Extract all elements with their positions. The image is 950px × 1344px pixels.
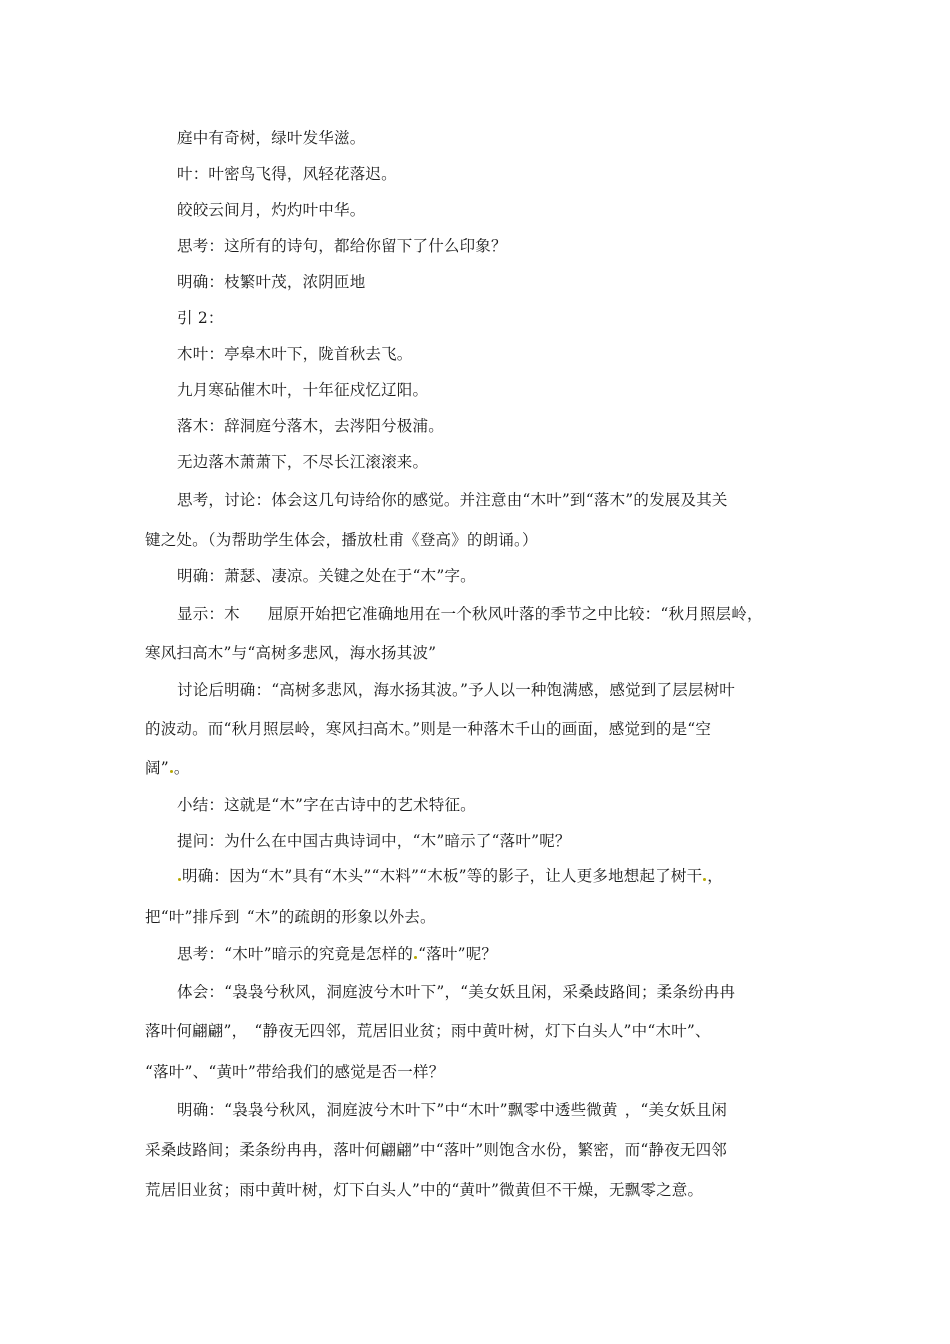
text-line: 提问：为什么在中国古典诗词中，“木”暗示了“落叶”呢？ [177,832,571,850]
mark-dot [414,956,417,959]
text-fragment: ， [707,867,723,885]
text-fragment: “木”的疏朗的形象以外去。 [246,908,436,926]
text-line: 木叶：亭皋木叶下，陇首秋去飞。 [177,345,413,363]
text-line [145,1021,711,1041]
display-label: 显示：木 [177,605,240,623]
text-line: 荒居旧业贫；雨中黄叶树，灯下白头人”中的“黄叶”微黄但不干燥，无飘零之意。 [145,1181,704,1199]
text-line: 引 2： [177,309,224,327]
text-line: 思考，讨论：体会这几句诗给你的感觉。并注意由“木叶”到“落木”的发展及其关 [177,491,728,509]
text-line: 思考：这所有的诗句，都给你留下了什么印象？ [177,237,507,255]
text-line: 无边落木萧萧下，不尽长江滚滚来。 [177,453,429,471]
text-fragment: 把“叶”排斥到 [145,908,240,926]
text-fragment: 阔” [145,759,169,777]
text-fragment: 明确：“袅袅兮秋风，洞庭波兮木叶下”中“木叶”飘零中透些微黄 [177,1101,618,1119]
text-line [145,758,190,778]
text-line: 体会：“袅袅兮秋风，洞庭波兮木叶下”，“美女妖且闲，采桑歧路间；柔条纷冉冉 [177,983,736,1001]
text-line [145,907,436,927]
text-line [177,604,763,624]
text-line: 讨论后明确：“高树多悲风，海水扬其波。”予人以一种饱满感，感觉到了层层树叶 [177,681,736,699]
text-line: “落叶”、“黄叶”带给我们的感觉是否一样？ [145,1063,445,1081]
mark-dot [178,878,181,881]
text-line [177,1100,727,1120]
text-fragment: 明确：因为“木”具有“木头”“木料”“木板”等的影子，让人更多地想起了树干 [182,867,703,885]
text-line: 寒风扫高木”与“高树多悲风，海水扬其波” [145,644,437,662]
text-line [177,866,723,886]
mark-dot [170,770,173,773]
text-line: 明确：萧瑟、凄凉。关键之处在于“木”字。 [177,567,476,585]
text-line: 庭中有奇树，绿叶发华滋。 [177,129,366,147]
text-line: 的波动。而“秋月照层岭，寒风扫高木。”则是一种落木千山的画面，感觉到的是“空 [145,720,712,738]
text-line: 小结：这就是“木”字在古诗中的艺术特征。 [177,796,476,814]
text-line [177,944,497,964]
text-fragment: 落叶何翩翩”， [145,1022,248,1040]
display-text: 屈原开始把它准确地用在一个秋风叶落的季节之中比较：“秋月照层岭， [267,605,763,623]
text-line: 键之处。（为帮助学生体会，播放杜甫《登高》的朗诵。） [145,531,538,549]
text-fragment: ，“美女妖且闲 [624,1101,728,1119]
text-line: 叶：叶密鸟飞得，风轻花落迟。 [177,165,397,183]
text-line: 皎皎云间月，灼灼叶中华。 [177,201,366,219]
text-line: 落木：辞洞庭兮落木，去涔阳兮极浦。 [177,417,444,435]
text-line: 采桑歧路间；柔条纷冉冉，落叶何翩翩”中“落叶”则饱含水份，繁密，而“静夜无四邻 [145,1141,727,1159]
text-fragment: 。 [173,759,190,777]
mark-dot [703,878,706,881]
text-line: 九月寒砧催木叶，十年征戍忆辽阳。 [177,381,429,399]
text-fragment: “静夜无四邻，荒居旧业贫；雨中黄叶树，灯下白头人”中“木叶”、 [254,1022,711,1040]
text-fragment: 思考：“木叶”暗示的究竟是怎样的 [177,945,414,963]
text-fragment: “落叶”呢？ [418,945,498,963]
text-line: 明确：枝繁叶茂，浓阴匝地 [177,273,366,291]
